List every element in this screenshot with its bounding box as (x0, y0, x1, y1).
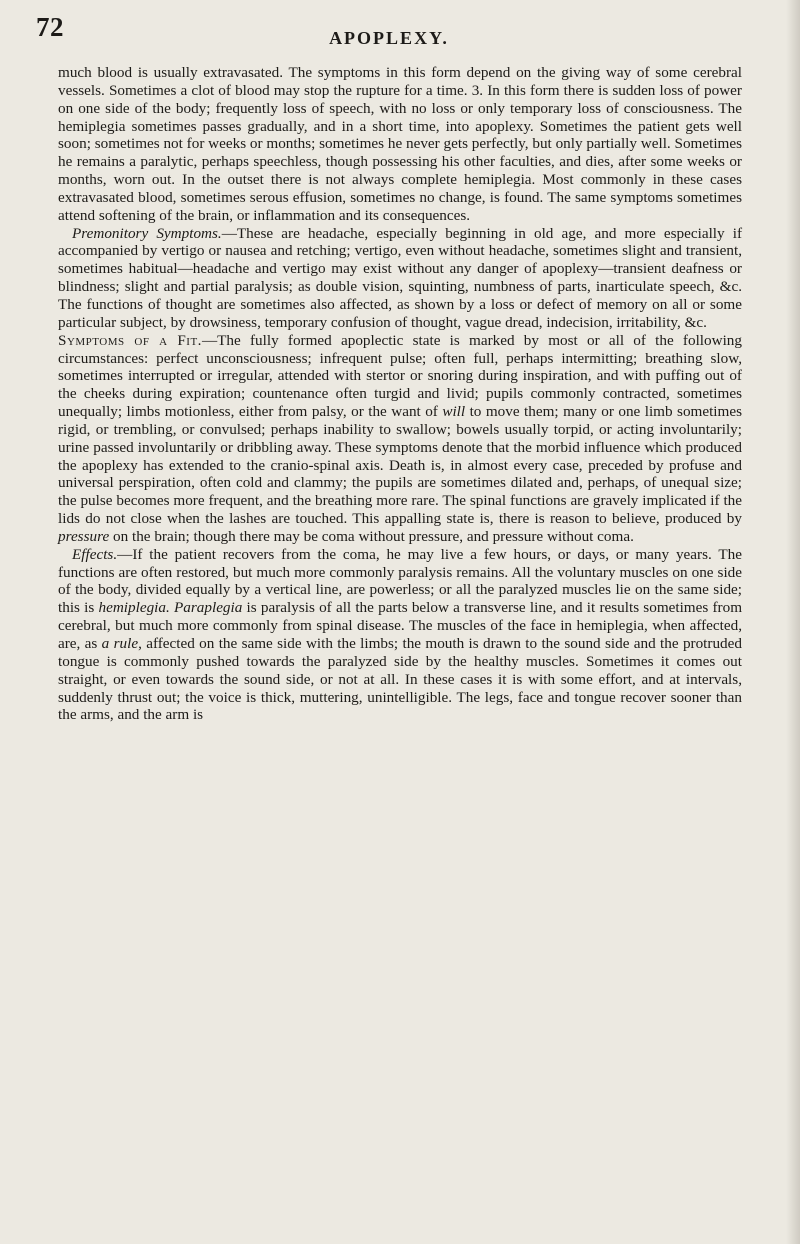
paragraph-text: —If the patient recovers from the coma, he may live a few hours, or days, or many years. The functions are often restored, but much more commonly paralysis remains. All the voluntary muscles on one side of the body, divided equally by a vertical line, are powerless; or all the paralyzed muscles lie on the same side; this is (58, 545, 742, 617)
running-title: APOPLEXY. (329, 28, 449, 48)
paragraph-text: to move them; many or one limb sometimes rigid, or trembling, or convulsed; perhaps inability to swallow; bowels usually torpid, or acting involuntarily; urine passed involuntarily or dribbling away. These symptoms denote that the morbid influence which produced the apoplexy has extended to the cranio-spinal axis. Death is, in almost every case, preceded by profuse and universal perspiration, often cold and clammy; the pupils are sometimes dilated and, perhaps, of unequal size; the pulse becomes more frequent, and the breathing more rare. The spinal functions are gravely implicated if the lids do not close when the lashes are touched. This appalling state is, there is reason to believe, produced by (58, 403, 742, 528)
italic-text: pressure (58, 527, 110, 545)
paragraph-text: is paralysis of all the parts below a transverse line, and it results sometimes from cerebral, but much more commonly from spinal disease. The muscles of the face in hemiplegia, when affected, are, as (58, 599, 743, 652)
paragraph-text: , affected on the same side with the limbs; the mouth is drawn to the sound side and the protruded tongue is commonly pushed towards the paralyzed side by the healthy muscles. Sometimes it comes out straight, or even towards the sound side, or not at all. In these cases it is with some effort, and at intervals, suddenly thrust out; the voice is thick, muttering, unintelligible. The legs, face and tongue recover sooner than the arms, and the arm is (58, 635, 742, 724)
italic-text: Effects. (72, 545, 118, 563)
italic-text: Paraplegia (174, 599, 243, 617)
page-number: 72 (36, 12, 64, 42)
paragraph-text: —These are headache, especially beginning in old age, and more especially if accompanied by vertigo or nausea and retching; vertigo, even without headache, sometimes slight and transient, sometimes habitual—headache and vertigo may exist without any danger of apoplexy—transient deafness or blindness; slight and partial paralysis; as double vision, squinting, numbness of parts, inarticulate speech, &c. The functions of thought are sometimes also affected, as shown by a loss or defect of memory on all or some particular subject, by drowsiness, temporary confusion of thought, vague dread, indecision, irritability, &c. (58, 224, 742, 331)
paragraph (58, 332, 742, 546)
paragraph (58, 546, 742, 724)
paragraph (58, 225, 742, 332)
page-header (36, 12, 742, 64)
section-heading: Symptoms of a Fit. (58, 331, 202, 349)
italic-text: a rule (101, 635, 139, 652)
paragraph-text: much blood is usually extravasated. The symptoms in this form depend on the giving way of some cerebral vessels. Sometimes a clot of blood may stop the rupture for a time. 3. In this form there is sudden loss of power on one side of the body; frequently loss of speech, with no loss or only temporary loss of consciousness. The hemiplegia sometimes passes gradually, and in a short time, into apoplexy. Sometimes the patient gets well soon; sometimes not for weeks or months; sometimes he never gets perfectly, but only partially well. Sometimes he remains a paralytic, perhaps speechless, though possessing his other faculties, and dies, after some weeks or months, worn out. In the outset there is not always complete hemiplegia. Most commonly in these cases extravasated blood, sometimes serous effusion, sometimes no change, is found. The same symptoms sometimes attend softening of the brain, or inflammation and its consequences. (58, 64, 743, 224)
paragraph (58, 64, 742, 225)
body-text (58, 64, 742, 724)
italic-text: hemiplegia. (98, 599, 170, 617)
paragraph-text: —The fully formed apoplectic state is marked by most or all of the following circumstances: perfect unconsciousness; infrequent pulse; often full, perhaps intermitting; breathing slow, sometimes interrupted or irregular, attended with stertor or snoring during inspiration, and with puffing out of the cheeks during expiration; countenance often turgid and livid; pupils commonly contracted, sometimes unequally; limbs motionless, either from palsy, or the want of (58, 331, 742, 421)
page-edge-shadow (786, 0, 800, 1244)
italic-text: will (442, 403, 466, 421)
paragraph-text: on the brain; though there may be coma without pressure, and pressure without coma. (109, 527, 634, 545)
italic-text: Premonitory Symptoms. (72, 224, 222, 242)
